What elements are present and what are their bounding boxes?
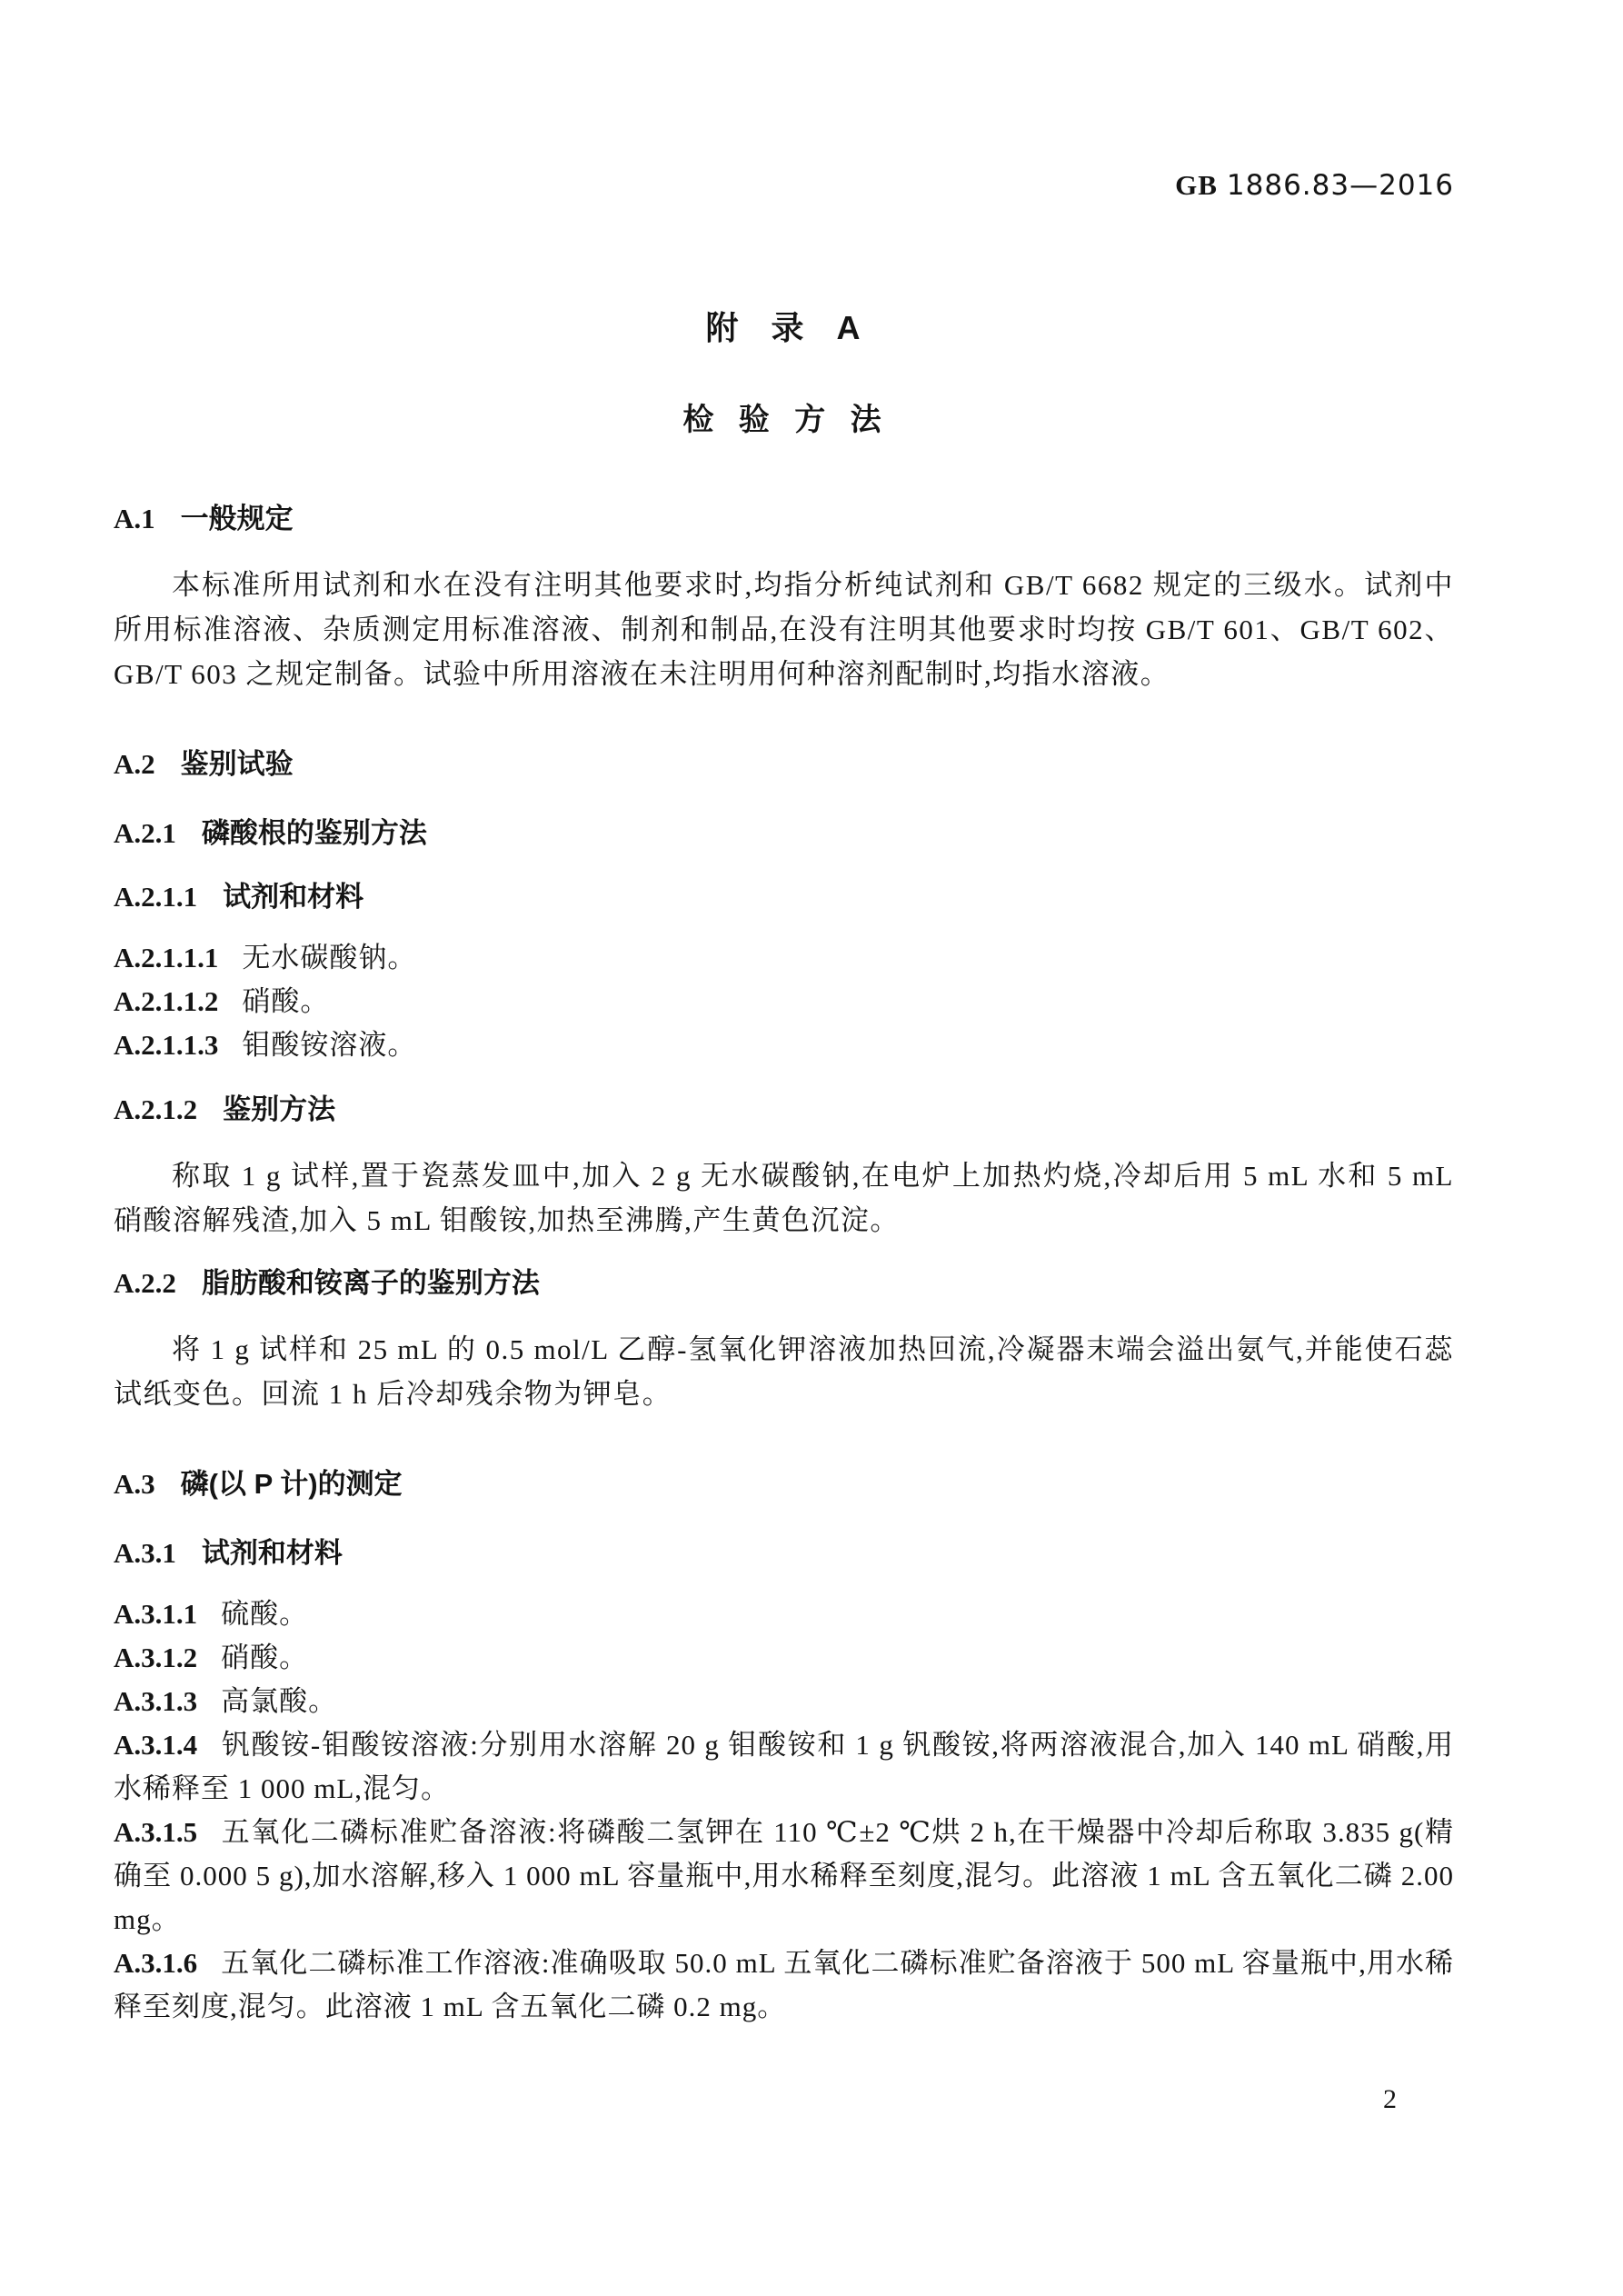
item-label: A.3.1.4 bbox=[114, 1729, 198, 1761]
document-body bbox=[114, 498, 1454, 2029]
clause-label: A.3 bbox=[114, 1468, 155, 1500]
numbered-item bbox=[114, 1942, 1454, 2029]
clause-heading bbox=[114, 1263, 1454, 1304]
clause-title: 试剂和材料 bbox=[201, 1537, 343, 1569]
numbered-item bbox=[114, 1023, 1454, 1067]
item-label: A.3.1.5 bbox=[114, 1816, 198, 1848]
item-label: A.3.1.2 bbox=[114, 1642, 198, 1673]
clause-label: A.2 bbox=[114, 748, 155, 780]
clause-heading bbox=[114, 813, 1454, 854]
item-text: 钼酸铵溶液。 bbox=[242, 1029, 417, 1061]
numbered-item bbox=[114, 1811, 1454, 1942]
clause-title: 一般规定 bbox=[180, 503, 294, 534]
numbered-item bbox=[114, 1636, 1454, 1680]
numbered-item bbox=[114, 936, 1454, 980]
clause-heading bbox=[114, 1463, 1454, 1505]
clause-title: 鉴别方法 bbox=[223, 1093, 336, 1125]
item-text: 硫酸。 bbox=[221, 1598, 309, 1630]
clause-heading bbox=[114, 1089, 1454, 1131]
item-label: A.2.1.1.2 bbox=[114, 985, 219, 1017]
numbered-item bbox=[114, 1723, 1454, 1811]
clause-label: A.1 bbox=[114, 503, 155, 534]
item-text: 钒酸铵-钼酸铵溶液:分别用水溶解 20 g 钼酸铵和 1 g 钒酸铵,将两溶液混合,加入 140 mL 硝酸,用水稀释至 1 000 mL,混匀。 bbox=[114, 1729, 1454, 1804]
numbered-item bbox=[114, 980, 1454, 1023]
standard-prefix: GB bbox=[1175, 169, 1218, 201]
clause-heading bbox=[114, 1532, 1454, 1574]
clause-label: A.3.1 bbox=[114, 1537, 176, 1569]
clause-title: 磷酸根的鉴别方法 bbox=[201, 817, 427, 849]
item-label: A.3.1.3 bbox=[114, 1685, 198, 1717]
clause-label: A.2.1.2 bbox=[114, 1093, 198, 1125]
clause-label: A.2.1.1 bbox=[114, 881, 198, 913]
paragraph: 将 1 g 试样和 25 mL 的 0.5 mol/L 乙醇-氢氧化钾溶液加热回流,冷凝器末端会溢出氨气,并能使石蕊试纸变色。回流 1 h 后冷却残余物为钾皂。 bbox=[114, 1333, 1454, 1410]
standard-number-header bbox=[114, 169, 1454, 202]
clause-title: 鉴别试验 bbox=[180, 748, 294, 780]
item-label: A.3.1.6 bbox=[114, 1947, 198, 1979]
item-text: 硝酸。 bbox=[242, 985, 330, 1017]
item-text: 硝酸。 bbox=[221, 1642, 309, 1673]
item-text: 无水碳酸钠。 bbox=[242, 942, 417, 973]
method-title: 检 验 方 法 bbox=[682, 403, 885, 437]
item-label: A.2.1.1.1 bbox=[114, 942, 219, 973]
clause-heading bbox=[114, 498, 1454, 540]
clause-title: 脂肪酸和铵离子的鉴别方法 bbox=[201, 1267, 540, 1299]
clause-label: A.2.2 bbox=[114, 1267, 176, 1299]
paragraph: 称取 1 g 试样,置于瓷蒸发皿中,加入 2 g 无水碳酸钠,在电炉上加热灼烧,冷却后用 5 mL 水和 5 mL 硝酸溶解残渣,加入 5 mL 钼酸铵,加热至沸腾,产生黄色沉淀。 bbox=[114, 1160, 1454, 1236]
standard-number: 1886.83—2016 bbox=[1226, 169, 1454, 202]
page-number: 2 bbox=[1383, 2084, 1397, 2114]
numbered-item bbox=[114, 1592, 1454, 1636]
clause-title: 磷(以 P 计)的测定 bbox=[180, 1468, 403, 1500]
paragraph: 本标准所用试剂和水在没有注明其他要求时,均指分析纯试剂和 GB/T 6682 规定的三级水。试剂中所用标准溶液、杂质测定用标准溶液、制剂和制品,在没有注明其他要求时均按 GB/T 601、GB/T 602、GB/T 603 之规定制备。试验中所用溶液在未注明用何种溶剂配制时,均指水溶液。 bbox=[114, 569, 1454, 690]
clause-title: 试剂和材料 bbox=[223, 881, 364, 913]
numbered-item bbox=[114, 1680, 1454, 1723]
clause-heading bbox=[114, 876, 1454, 918]
clause-heading bbox=[114, 744, 1454, 785]
item-text: 五氧化二磷标准贮备溶液:将磷酸二氢钾在 110 ℃±2 ℃烘 2 h,在干燥器中冷却后称取 3.835 g(精确至 0.000 5 g),加水溶解,移入 1 000 mL 容量瓶中,用水稀释至刻度,混匀。此溶液 1 mL 含五氧化二磷 2.00 mg。 bbox=[114, 1816, 1454, 1935]
item-label: A.2.1.1.3 bbox=[114, 1029, 219, 1061]
item-text: 高氯酸。 bbox=[221, 1685, 338, 1717]
item-text: 五氧化二磷标准工作溶液:准确吸取 50.0 mL 五氧化二磷标准贮备溶液于 500 mL 容量瓶中,用水稀释至刻度,混匀。此溶液 1 mL 含五氧化二磷 0.2 mg。 bbox=[114, 1947, 1454, 2022]
item-label: A.3.1.1 bbox=[114, 1598, 198, 1630]
appendix-title: 附 录 A bbox=[705, 309, 862, 346]
clause-label: A.2.1 bbox=[114, 817, 176, 849]
